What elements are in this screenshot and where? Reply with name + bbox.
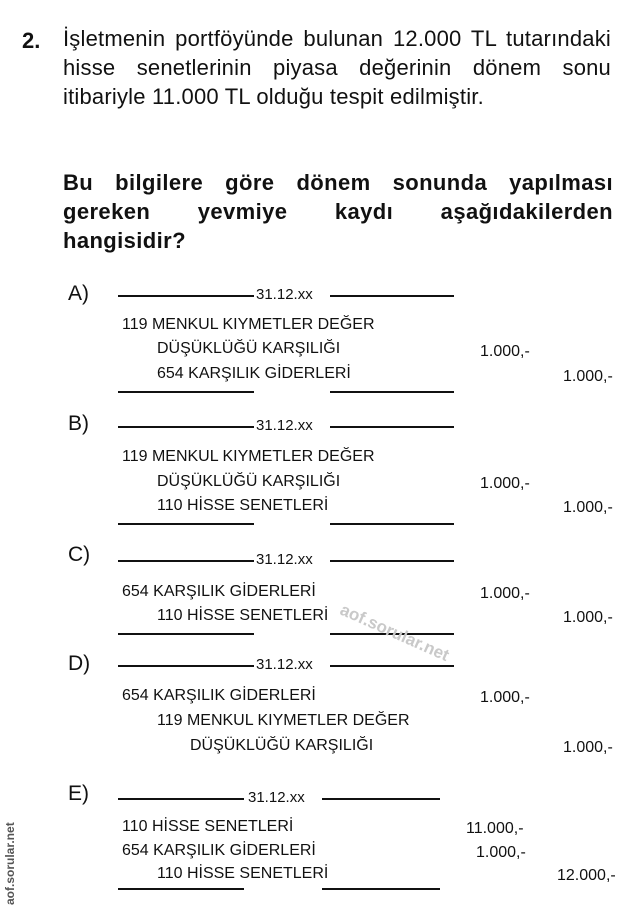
option-label: E) — [68, 782, 89, 805]
account-line: DÜŞÜKLÜĞÜ KARŞILIĞI — [157, 473, 341, 490]
account-line: 119 MENKUL KIYMETLER DEĞER — [157, 712, 410, 729]
option-label: D) — [68, 652, 91, 675]
account-line: 119 MENKUL KIYMETLER DEĞER — [122, 316, 375, 333]
journal-date: 31.12.xx — [256, 417, 313, 434]
account-line: 110 HİSSE SENETLERİ — [157, 865, 329, 882]
debit-amount: 1.000,- — [480, 475, 530, 492]
account-line: 654 KARŞILIK GİDERLERİ — [157, 365, 351, 382]
credit-amount: 1.000,- — [563, 739, 613, 756]
debit-amount: 11.000,- — [466, 820, 524, 837]
debit-amount: 1.000,- — [480, 585, 530, 602]
watermark-text: aof.sorular.net — [337, 600, 453, 666]
debit-amount: 1.000,- — [476, 844, 526, 861]
option-label: C) — [68, 543, 91, 566]
account-line: 654 KARŞILIK GİDERLERİ — [122, 583, 316, 600]
side-watermark-text: aof.sorular.net — [3, 822, 17, 905]
credit-amount: 1.000,- — [563, 609, 613, 626]
debit-amount: 1.000,- — [480, 689, 530, 706]
credit-amount: 12.000,- — [557, 867, 616, 884]
debit-amount: 1.000,- — [480, 343, 530, 360]
journal-date: 31.12.xx — [248, 789, 305, 806]
question-number: 2. — [22, 28, 41, 53]
closing-rule — [118, 633, 254, 635]
account-line: 119 MENKUL KIYMETLER DEĞER — [122, 448, 375, 465]
account-line: 654 KARŞILIK GİDERLERİ — [122, 842, 316, 859]
closing-rule — [118, 888, 244, 890]
journal-date: 31.12.xx — [256, 656, 313, 673]
closing-rule — [118, 391, 254, 393]
account-line: 654 KARŞILIK GİDERLERİ — [122, 687, 316, 704]
account-line: 110 HİSSE SENETLERİ — [157, 607, 329, 624]
closing-rule — [330, 523, 454, 525]
option-label: A) — [68, 282, 89, 305]
credit-amount: 1.000,- — [563, 499, 613, 516]
question-prompt: Bu bilgilere göre dönem sonunda yapılması gereken yevmiye kaydı aşağıdakilerden hangisidir? — [63, 170, 613, 253]
account-line: 110 HİSSE SENETLERİ — [122, 818, 294, 835]
closing-rule — [118, 523, 254, 525]
account-line: DÜŞÜKLÜĞÜ KARŞILIĞI — [190, 737, 374, 754]
closing-rule — [330, 391, 454, 393]
credit-amount: 1.000,- — [563, 368, 613, 385]
question-stem: İşletmenin portföyünde bulunan 12.000 TL tutarındaki hisse senetlerinin piyasa değerinin dönem sonu itibariyle 11.000 TL olduğu tespit edilmiştir. — [63, 26, 611, 109]
closing-rule — [322, 888, 440, 890]
account-line: 110 HİSSE SENETLERİ — [157, 497, 329, 514]
option-label: B) — [68, 412, 89, 435]
journal-date: 31.12.xx — [256, 551, 313, 568]
account-line: DÜŞÜKLÜĞÜ KARŞILIĞI — [157, 340, 341, 357]
journal-date: 31.12.xx — [256, 286, 313, 303]
